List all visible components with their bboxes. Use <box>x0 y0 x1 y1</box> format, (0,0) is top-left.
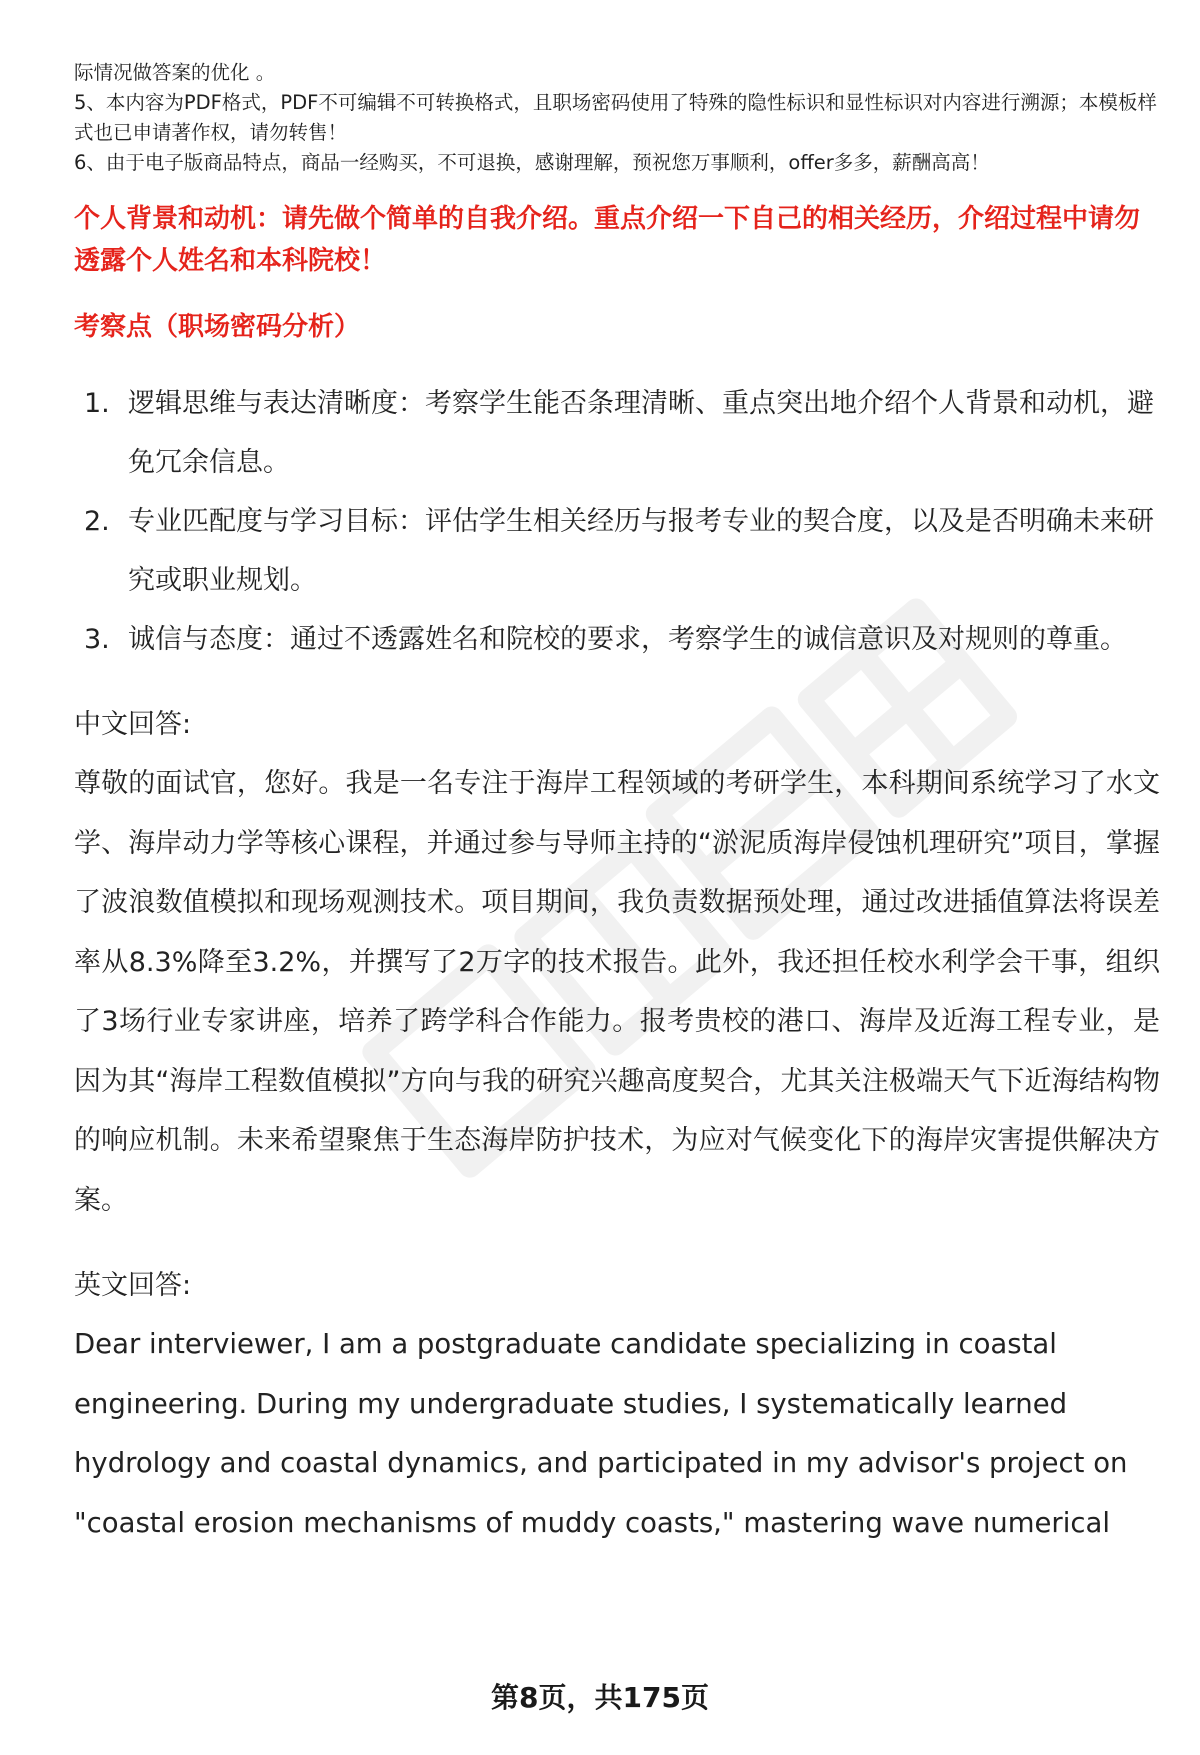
key-point-text: 诚信与态度：通过不透露姓名和院校的要求，考察学生的诚信意识及对规则的尊重。 <box>128 624 1127 655</box>
key-point-item <box>74 610 1160 669</box>
key-point-number: 2. <box>84 506 110 537</box>
document-page <box>74 58 1160 1553</box>
page-number: 第8页，共175页 <box>491 1681 709 1714</box>
notes-line-1: 际情况做答案的优化 。 <box>74 61 276 84</box>
key-point-item <box>74 374 1160 492</box>
answer-en-label: 英文回答: <box>74 1270 192 1301</box>
key-point-number: 3. <box>84 624 110 655</box>
notes-item-6: 6、由于电子版商品特点，商品一经购买，不可退换，感谢理解，预祝您万事顺利，offer多多，薪酬高高！ <box>74 151 990 174</box>
key-points-title: 考察点（职场密码分析） <box>74 312 361 342</box>
key-point-number: 1. <box>84 388 110 419</box>
notes-section <box>74 58 1160 178</box>
answer-cn-label: 中文回答: <box>74 709 192 740</box>
key-point-item <box>74 492 1160 610</box>
answer-cn-text: 尊敬的面试官，您好。我是一名专注于海岸工程领域的考研学生，本科期间系统学习了水文学、海岸动力学等核心课程，并通过参与导师主持的“淤泥质海岸侵蚀机理研究”项目，掌握了波浪数值模拟和现场观测技术。项目期间，我负责数据预处理，通过改进插值算法将误差率从8.3%降至3.2%，并撰写了2万字的技术报告。此外，我还担任校水利学会干事，组织了3场行业专家讲座，培养了跨学科合作能力。报考贵校的港口、海岸及近海工程专业，是因为其“海岸工程数值模拟”方向与我的研究兴趣高度契合，尤其关注极端天气下近海结构物的响应机制。未来希望聚焦于生态海岸防护技术，为应对气候变化下的海岸灾害提供解决方案。 <box>74 768 1160 1216</box>
key-point-text: 逻辑思维与表达清晰度：考察学生能否条理清晰、重点突出地介绍个人背景和动机，避免冗余信息。 <box>128 388 1154 478</box>
notes-item-5: 5、本内容为PDF格式，PDF不可编辑不可转换格式，且职场密码使用了特殊的隐性标识和显性标识对内容进行溯源；本模板样式也已申请著作权，请勿转售！ <box>74 91 1157 144</box>
key-point-text: 专业匹配度与学习目标：评估学生相关经历与报考专业的契合度，以及是否明确未来研究或职业规划。 <box>128 506 1154 596</box>
question-title: 个人背景和动机：请先做个简单的自我介绍。重点介绍一下自己的相关经历，介绍过程中请勿透露个人姓名和本科院校！ <box>74 204 1141 276</box>
answer-en-text: Dear interviewer, I am a postgraduate candidate specializing in coastal engineering. During my undergraduate studies, I systematically learned hydrology and coastal dynamics, and participated in my advisor's project on "coastal erosion mechanisms of muddy coasts," mastering wave numerical <box>74 1328 1128 1539</box>
key-points-list <box>74 374 1160 669</box>
